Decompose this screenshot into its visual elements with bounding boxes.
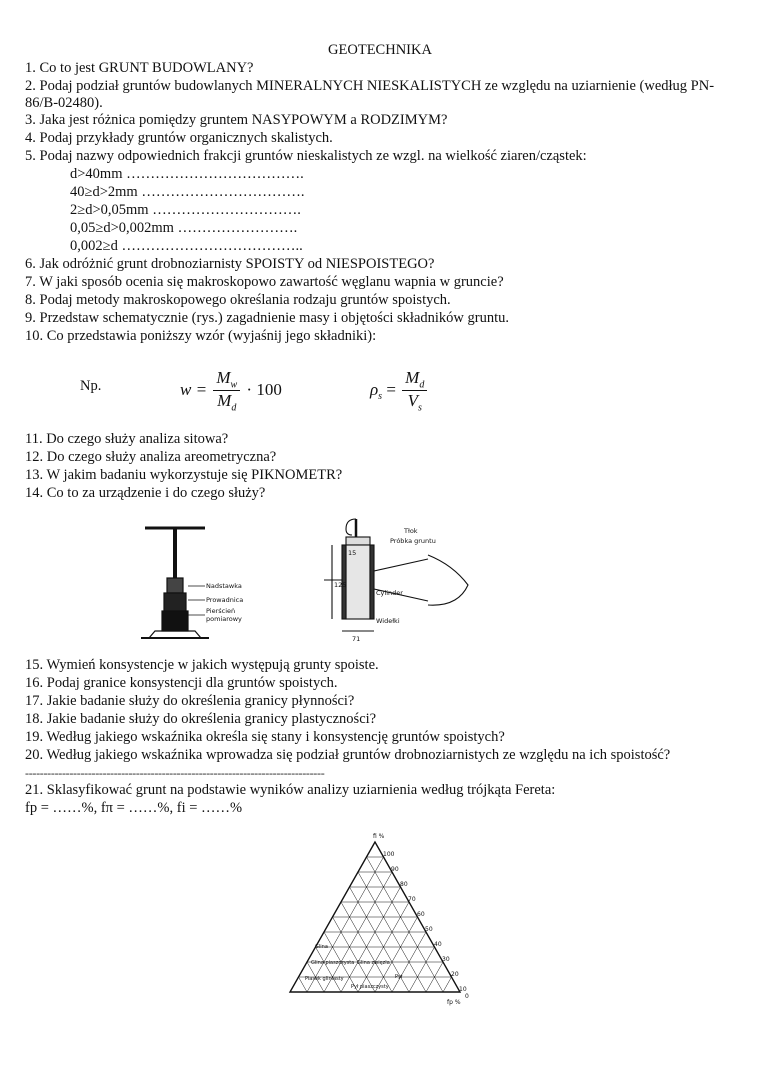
triangle-grid	[299, 857, 452, 992]
separator-line: ---------------------------------------------------------------------------------	[25, 766, 325, 780]
question-21: 21. Sklasyfikować grunt na podstawie wyników analizy uziarnienia według trójkąta Fereta:	[25, 782, 556, 798]
formula-subscript: w	[230, 379, 238, 391]
formula-numerator: M	[405, 368, 420, 387]
label-probka: Próbka gruntu	[390, 537, 436, 545]
question-16: 16. Podaj granice konsystencji dla gruntów spoistych.	[25, 675, 338, 691]
question-20: 20. Według jakiego wskaźnika wprowadza się podział gruntów drobnoziarnistych ze względu na ich spoistość?	[25, 747, 671, 763]
formula-subscript: d	[231, 402, 237, 414]
question-9: 9. Przedstaw schematycznie (rys.) zagadnienie masy i objętości składników gruntu.	[25, 310, 510, 326]
question-15: 15. Wymień konsystencje w jakich występują grunty spoiste.	[25, 657, 379, 673]
question-19: 19. Według jakiego wskaźnika określa się stany i konsystencję gruntów spoistych?	[25, 729, 505, 745]
tick-label: 10	[459, 986, 467, 993]
question-21-blanks: fp = ……%, fπ = ……%, fi = ……%	[25, 800, 243, 816]
region-label: Glina zwięzła	[357, 960, 390, 966]
tick-label: 80	[400, 881, 408, 888]
label-cylinder: Cylinder	[376, 589, 403, 597]
question-14: 14. Co to za urządzenie i do czego służy?	[25, 485, 266, 501]
question-5: 5. Podaj nazwy odpowiednich frakcji gruntów nieskalistych ze wzgl. na wielkość ziaren/cząstek:	[25, 148, 587, 164]
formula-lhs: w =	[180, 379, 208, 399]
page-title: GEOTECHNIKA	[328, 42, 432, 58]
formula-numerator: M	[216, 368, 231, 387]
tick-label: 0	[465, 993, 469, 1000]
formula-rho: ρ	[370, 379, 379, 399]
grid-line	[375, 917, 418, 992]
question-11: 11. Do czego służy analiza sitowa?	[25, 431, 229, 447]
label-nadstawka: Nadstawka	[206, 582, 242, 590]
example-label: Np.	[80, 378, 102, 394]
formula-subscript: s	[378, 391, 383, 403]
formula-subscript: d	[419, 379, 425, 391]
question-6: 6. Jak odróżnić grunt drobnoziarnisty SPOISTY od NIESPOISTEGO?	[25, 256, 435, 272]
formula-equals: =	[386, 379, 396, 399]
label-pierscien: Pierścień	[206, 607, 236, 615]
region-label: Glina piaszczysta	[311, 960, 355, 966]
formula-fraction	[213, 368, 240, 414]
dim-71: 71	[352, 635, 361, 643]
grid-line	[307, 857, 384, 992]
fraction-line: 40≥d>2mm …………………………….	[70, 184, 305, 200]
grid-line	[409, 947, 435, 992]
dim-125: 125	[334, 581, 347, 589]
question-8: 8. Podaj metody makroskopowego określania rodzaju gruntów spoistych.	[25, 292, 451, 308]
formula-fraction	[402, 368, 427, 414]
grid-line	[341, 887, 401, 992]
formula-multiplier: · 100	[246, 379, 282, 399]
question-1: 1. Co to jest GRUNT BUDOWLANY?	[25, 60, 254, 76]
water-content-formula	[180, 368, 282, 414]
question-2: 2. Podaj podział gruntów budowlanych MINERALNYCH NIESKALISTYCH ze względu na uziarnienie (według PN-86/B-02480).	[25, 78, 715, 111]
region-label: Glina	[315, 944, 328, 950]
formula-denominator: V	[407, 391, 418, 411]
region-label: Pył piaszczysty	[351, 984, 389, 990]
fraction-line: 0,002≥d ………………………………..	[70, 238, 303, 254]
tick-label: 100	[383, 851, 395, 858]
grid-line	[367, 857, 444, 992]
question-10: 10. Co przedstawia poniższy wzór (wyjaśnij jego składniki):	[25, 328, 377, 344]
tick-label: 60	[417, 911, 425, 918]
question-3: 3. Jaka jest różnica pomiędzy gruntem NASYPOWYM a RODZIMYM?	[25, 112, 448, 128]
question-12: 12. Do czego służy analiza areometryczna?	[25, 449, 277, 465]
fraction-line: 2≥d>0,05mm ………………………….	[70, 202, 301, 218]
question-17: 17. Jakie badanie służy do określenia granicy płynności?	[25, 693, 355, 709]
question-18: 18. Jakie badanie służy do określenia granicy plastyczności?	[25, 711, 377, 727]
sample-cylinder-figure	[318, 515, 488, 647]
fraction-line: d>40mm ……………………………….	[70, 166, 304, 182]
label-pomiarowy: pomiarowy	[206, 615, 242, 623]
tick-label: 90	[391, 866, 399, 873]
grid-line	[443, 977, 452, 992]
tick-label: 50	[425, 926, 433, 933]
tick-label: 40	[434, 941, 442, 948]
question-13: 13. W jakim badaniu wykorzystuje się PIKNOMETR?	[25, 467, 343, 483]
label-tlok: Tłok	[404, 527, 418, 535]
tick-label: 70	[408, 896, 416, 903]
tick-label: 20	[451, 971, 459, 978]
formula-subscript: s	[418, 402, 422, 414]
region-label: Pył	[395, 974, 403, 980]
triangle-bottom-label: fp %	[447, 999, 461, 1006]
triangle-axis-label: fi %	[373, 833, 385, 840]
compaction-device-figure	[135, 520, 285, 648]
question-7: 7. W jaki sposób ocenia się makroskopowo zawartość węglanu wapnia w gruncie?	[25, 274, 504, 290]
region-label: Piasek gliniasty	[305, 976, 344, 982]
grid-line	[316, 947, 342, 992]
label-prowadnica: Prowadnica	[206, 596, 244, 604]
label-widelki: Widełki	[376, 617, 400, 625]
formula-denominator: M	[217, 391, 232, 411]
density-formula	[370, 368, 429, 414]
fraction-line: 0,05≥d>0,002mm …………………….	[70, 220, 298, 236]
question-4: 4. Podaj przykłady gruntów organicznych skalistych.	[25, 130, 333, 146]
dim-15: 15	[348, 549, 357, 557]
feret-triangle	[275, 830, 485, 1020]
tick-label: 30	[442, 956, 450, 963]
